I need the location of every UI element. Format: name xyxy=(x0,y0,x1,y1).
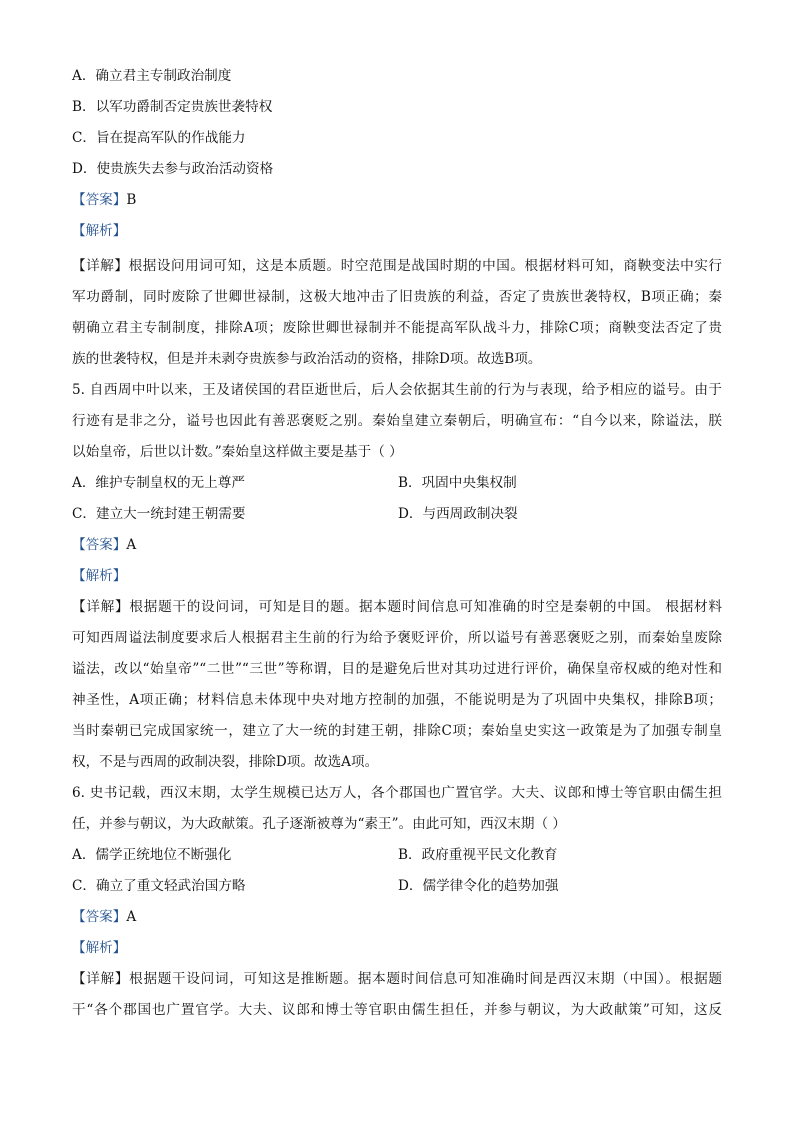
q5-stem-line: 5. 自西周中叶以来，王及诸侯国的君臣逝世后，后人会依据其生前的行为与表现，给予相应的谥号。由于 xyxy=(72,382,722,398)
q5-stem-line: 行迹有是非之分，谥号也因此有善恶褒贬之别。秦始皇建立秦朝后，明确宣布：“自今以来，除谥法，朕 xyxy=(72,413,722,429)
q4-option-b: B．以军功爵制否定贵族世袭特权 xyxy=(72,99,273,115)
q5-option-c: C．建立大一统封建王朝需要 xyxy=(72,506,246,522)
q5-option-a: A．维护专制皇权的无上尊严 xyxy=(72,475,245,491)
q4-detail-line: 朝确立君主专制制度，排除A项；废除世卿世禄制并不能提高军队战斗力，排除C项；商鞅变法否定了贵 xyxy=(72,320,722,336)
q4-detail-line: 军功爵制，同时废除了世卿世禄制，这极大地冲击了旧贵族的利益，否定了贵族世袭特权，B项正确；秦 xyxy=(72,289,722,305)
q6-stem-line: 任，并参与朝议，为大政献策。孔子逐渐被尊为“素王”。由此可知，西汉末期（ ） xyxy=(72,816,566,832)
answer-value: A xyxy=(126,909,137,925)
q6-option-a: A．儒学正统地位不断强化 xyxy=(72,847,232,863)
answer-tag: 【答案】 xyxy=(72,909,127,925)
q5-detail-line: 谥法，改以“始皇帝”“二世”“三世”等称谓，目的是避免后世对其功过进行评价，确保皇帝权威的绝对性和 xyxy=(72,661,722,677)
answer-value: A xyxy=(126,537,137,553)
q5-analysis-tag: 【解析】 xyxy=(72,568,127,584)
q5-option-d: D．与西周政制决裂 xyxy=(398,506,518,522)
q4-analysis-tag: 【解析】 xyxy=(72,223,127,239)
answer-tag: 【答案】 xyxy=(72,192,127,208)
q5-stem-line: 以始皇帝，后世以计数。”秦始皇这样做主要是基于（ ） xyxy=(72,444,403,460)
q6-detail-line: 干“各个郡国也广置官学。大夫、议郎和博士等官职由儒生担任，并参与朝议，为大政献策”可知，这反 xyxy=(72,1002,722,1018)
q6-detail-line: 【详解】根据题干设问词，可知这是推断题。据本题时间信息可知准确时间是西汉末期（中国）。根据题 xyxy=(72,971,722,987)
q6-option-c: C．确立了重文轻武治国方略 xyxy=(72,878,246,894)
q6-answer xyxy=(72,907,136,927)
q4-option-c: C．旨在提高军队的作战能力 xyxy=(72,130,246,146)
q5-detail-line: 当时秦朝已完成国家统一，建立了大一统的封建王朝，排除C项；秦始皇史实这一政策是为了加强专制皇 xyxy=(72,723,722,739)
q5-detail-line: 可知西周谥法制度要求后人根据君主生前的行为给予褒贬评价，所以谥号有善恶褒贬之别，而秦始皇废除 xyxy=(72,630,722,646)
q6-option-d: D．儒学律令化的趋势加强 xyxy=(398,878,559,894)
q4-detail-line: 【详解】根据设问用词可知，这是本质题。时空范围是战国时期的中国。根据材料可知，商鞅变法中实行 xyxy=(72,258,722,274)
q6-stem-line: 6. 史书记载，西汉末期，太学生规模已达万人，各个郡国也广置官学。大夫、议郎和博士等官职由儒生担 xyxy=(72,785,722,801)
q4-detail-line: 族的世袭特权，但是并未剥夺贵族参与政治活动的资格，排除D项。故选B项。 xyxy=(72,351,542,367)
q6-analysis-tag: 【解析】 xyxy=(72,940,127,956)
q5-detail-line: 权，不是与西周的政制决裂，排除D项。故选A项。 xyxy=(72,754,379,770)
q5-detail-line: 【详解】根据题干的设问词，可知是目的题。据本题时间信息可知准确的时空是秦朝的中国。 根据材料 xyxy=(72,599,722,615)
q4-option-d: D．使贵族失去参与政治活动资格 xyxy=(72,161,274,177)
q5-option-b: B．巩固中央集权制 xyxy=(398,475,517,491)
q5-answer xyxy=(72,535,136,555)
q5-detail-line: 神圣性，A项正确；材料信息未体现中央对地方控制的加强，不能说明是为了巩固中央集权，排除B项； xyxy=(72,692,722,708)
answer-tag: 【答案】 xyxy=(72,537,127,553)
q6-option-b: B．政府重视平民文化教育 xyxy=(398,847,558,863)
answer-value: B xyxy=(126,192,137,208)
q4-option-a: A．确立君主专制政治制度 xyxy=(72,68,232,84)
q4-answer xyxy=(72,190,136,210)
